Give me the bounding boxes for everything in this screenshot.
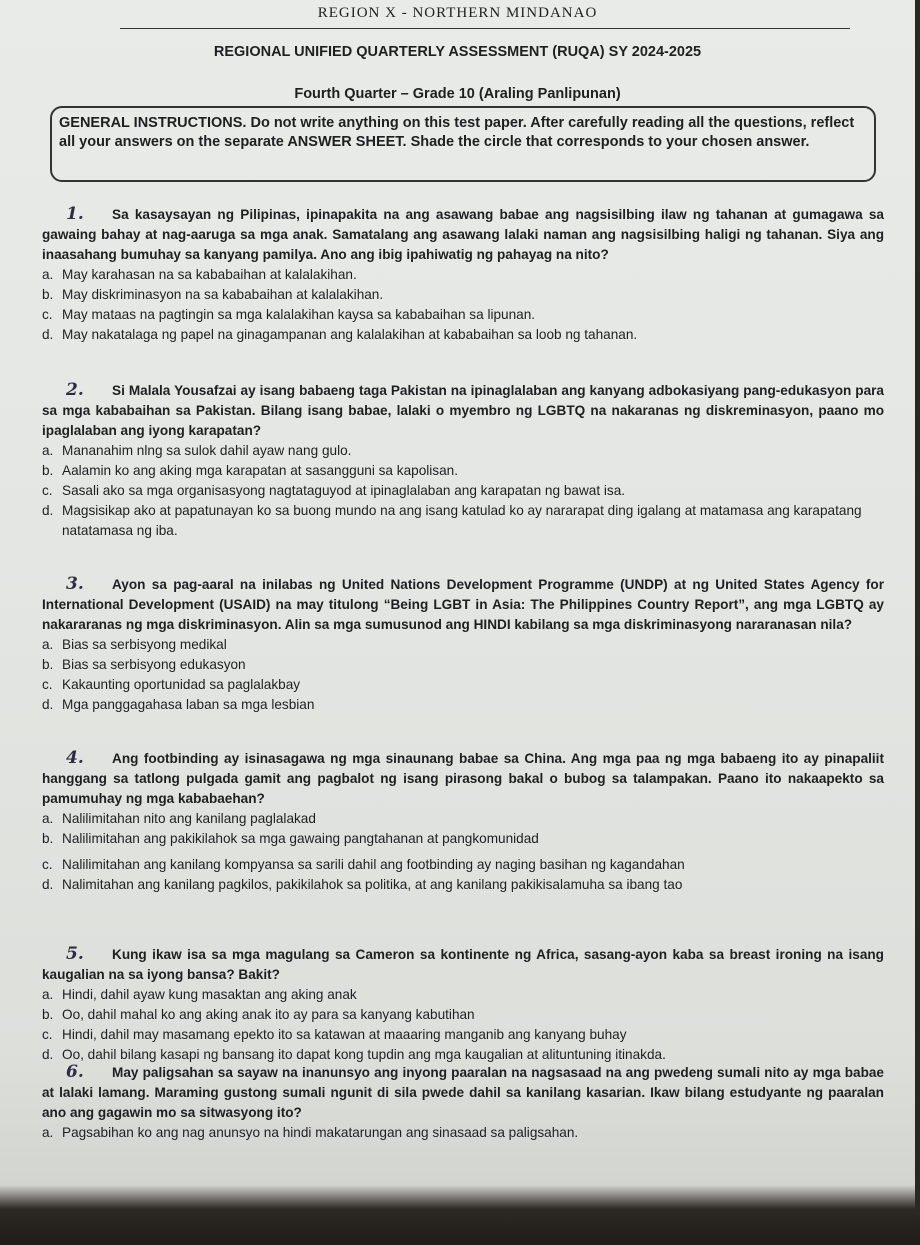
- option-b: b. Oo, dahil mahal ko ang aking anak ito ay para sa kanyang kabutihan: [42, 1007, 475, 1022]
- question-number: 2.: [66, 380, 84, 400]
- option-a: a. Pagsabihan ko ang nag anunsyo na hindi makatarungan ang sinasaad sa paligsahan.: [42, 1125, 579, 1140]
- option-c: c. Hindi, dahil may masamang epekto ito sa katawan at maaaring manganib ang kanyang buhay: [42, 1027, 627, 1042]
- general-instructions: GENERAL INSTRUCTIONS. Do not write anything on this test paper. After carefully reading all the questions, reflect all your answers on the separate ANSWER SHEET. Shade the circle that corresponds to your chosen answer.: [50, 106, 876, 182]
- option-a: a. May karahasan na sa kababaihan at kalalakihan.: [42, 267, 357, 282]
- question-5: [42, 944, 884, 1065]
- option-d: d. Oo, dahil bilang kasapi ng bansang ito dapat kong tupdin ang mga kaugalian at alituntuning itinakda.: [42, 1047, 666, 1062]
- question-3: [42, 574, 884, 715]
- table-edge-shadow: [0, 1185, 920, 1245]
- option-a: a. Mananahim nlng sa sulok dahil ayaw nang gulo.: [42, 443, 352, 458]
- question-number: 3.: [66, 574, 84, 594]
- option-d: d. Nalimitahan ang kanilang pagkilos, pakikilahok sa politika, at ang kanilang pakikisalamuha sa ibang tao: [42, 877, 683, 892]
- question-4: [42, 748, 884, 895]
- option-b: b. Bias sa serbisyong edukasyon: [42, 657, 246, 672]
- question-stem: 4. Ang footbinding ay isinasagawa ng mga sinaunang babae sa China. Ang mga paa ng mga babaeng ito ay pinapaliit hanggang sa tatlong pulgada gamit ang pagbalot ng isang pirasong bakal o bubog sa talampakan. Paano ito nakaapekto sa pamumuhay ng mga kababaehan?: [42, 748, 884, 806]
- question-number: 4.: [66, 748, 84, 768]
- question-number: 6.: [66, 1062, 84, 1082]
- option-c: c. May mataas na pagtingin sa mga kalalakihan kaysa sa kababaihan sa lipunan.: [42, 307, 536, 322]
- option-a: a. Hindi, dahil ayaw kung masaktan ang aking anak: [42, 987, 357, 1002]
- question-stem: 1. Sa kasaysayan ng Pilipinas, ipinapakita na ang asawang babae ang nagsisilbing ilaw ng tahanan at gumagawa sa gawaing bahay at nag-aaruga sa mga anak. Samatalang ang asawang lalaki naman ang nagsisilbing haligi ng tahanan. Siya ang inaasahang bumuhay sa kanyang pamilya. Ano ang ibig ipahiwatig ng pahayag na nito?: [42, 204, 884, 262]
- question-1: [42, 204, 884, 345]
- option-c: c. Nalilimitahan ang kanilang kompyansa sa sarili dahil ang footbinding ay naging basihan ng kagandahan: [42, 857, 685, 872]
- header-divider: [120, 28, 850, 29]
- question-stem: 5. Kung ikaw isa sa mga magulang sa Cameron sa kontinente ng Africa, sasang-ayon kaba sa breast ironing na isang kaugalian na sa iyong bansa? Bakit?: [42, 944, 884, 982]
- assessment-title: REGIONAL UNIFIED QUARTERLY ASSESSMENT (RUQA) SY 2024-2025: [213, 44, 702, 60]
- option-a: a. Bias sa serbisyong medikal: [42, 637, 227, 652]
- question-2: [42, 380, 884, 541]
- option-c: c. Sasali ako sa mga organisasyong nagtataguyod at ipinaglalaban ang karapatan ng bawat isa.: [42, 483, 626, 498]
- question-6: [42, 1062, 884, 1143]
- option-d: d. May nakatalaga ng papel na ginagampanan ang kalalakihan at kababaihan sa loob ng tahanan.: [42, 327, 638, 342]
- question-stem: 6. May paligsahan sa sayaw na inanunsyo ang inyong paaralan na nagsasaad na ang pwedeng sumali nito ay mga babae at lalaki lamang. Maraming gustong sumali ngunit di sila pwede dahil sa kanilang kasarian. Ikaw bilang estudyante ng paaralan ano ang gagawin mo sa sitwasyong ito?: [42, 1062, 884, 1120]
- option-a: a. Nalilimitahan nito ang kanilang paglalakad: [42, 811, 316, 826]
- option-b: b. Nalilimitahan ang pakikilahok sa mga gawaing pangtahanan at pangkomunidad: [42, 831, 539, 846]
- question-number: 5.: [66, 944, 84, 964]
- region-header: REGION X - NORTHERN MINDANAO: [317, 5, 598, 21]
- question-stem: 3. Ayon sa pag-aaral na inilabas ng United Nations Development Programme (UNDP) at ng United States Agency for International Development (USAID) na may titulong “Being LGBT in Asia: The Philippines Country Report”, ang mga LGBTQ ay nakararanas ng mga diskriminasyon. Alin sa mga sumusunod ang HINDI kabilang sa mga diskriminasyong nararanasan nila?: [42, 574, 884, 632]
- option-d: d. Magsisikap ako at papatunayan ko sa buong mundo na ang isang katulad ko ay nararapat ding igalang at matamasa ang karapatang natatamasa ng iba.: [42, 503, 862, 538]
- assessment-subtitle: Fourth Quarter – Grade 10 (Araling Panlipunan): [294, 86, 621, 102]
- option-b: b. May diskriminasyon na sa kababaihan at kalalakihan.: [42, 287, 384, 302]
- option-b: b. Aalamin ko ang aking mga karapatan at sasangguni sa kapolisan.: [42, 463, 458, 478]
- question-number: 1.: [66, 204, 84, 224]
- option-d: d. Mga panggagahasa laban sa mga lesbian: [42, 697, 315, 712]
- question-stem: 2. Si Malala Yousafzai ay isang babaeng taga Pakistan na ipinaglalaban ang kanyang adbokasiyang pang-edukasyon para sa mga kababaihan sa Pakistan. Bilang isang babae, lalaki o myembro ng LGBTQ na nakaranas ng diskreminasyon, paano mo ipaglalaban ang iyong karapatan?: [42, 380, 884, 438]
- option-c: c. Kakaunting oportunidad sa paglalakbay: [42, 677, 301, 692]
